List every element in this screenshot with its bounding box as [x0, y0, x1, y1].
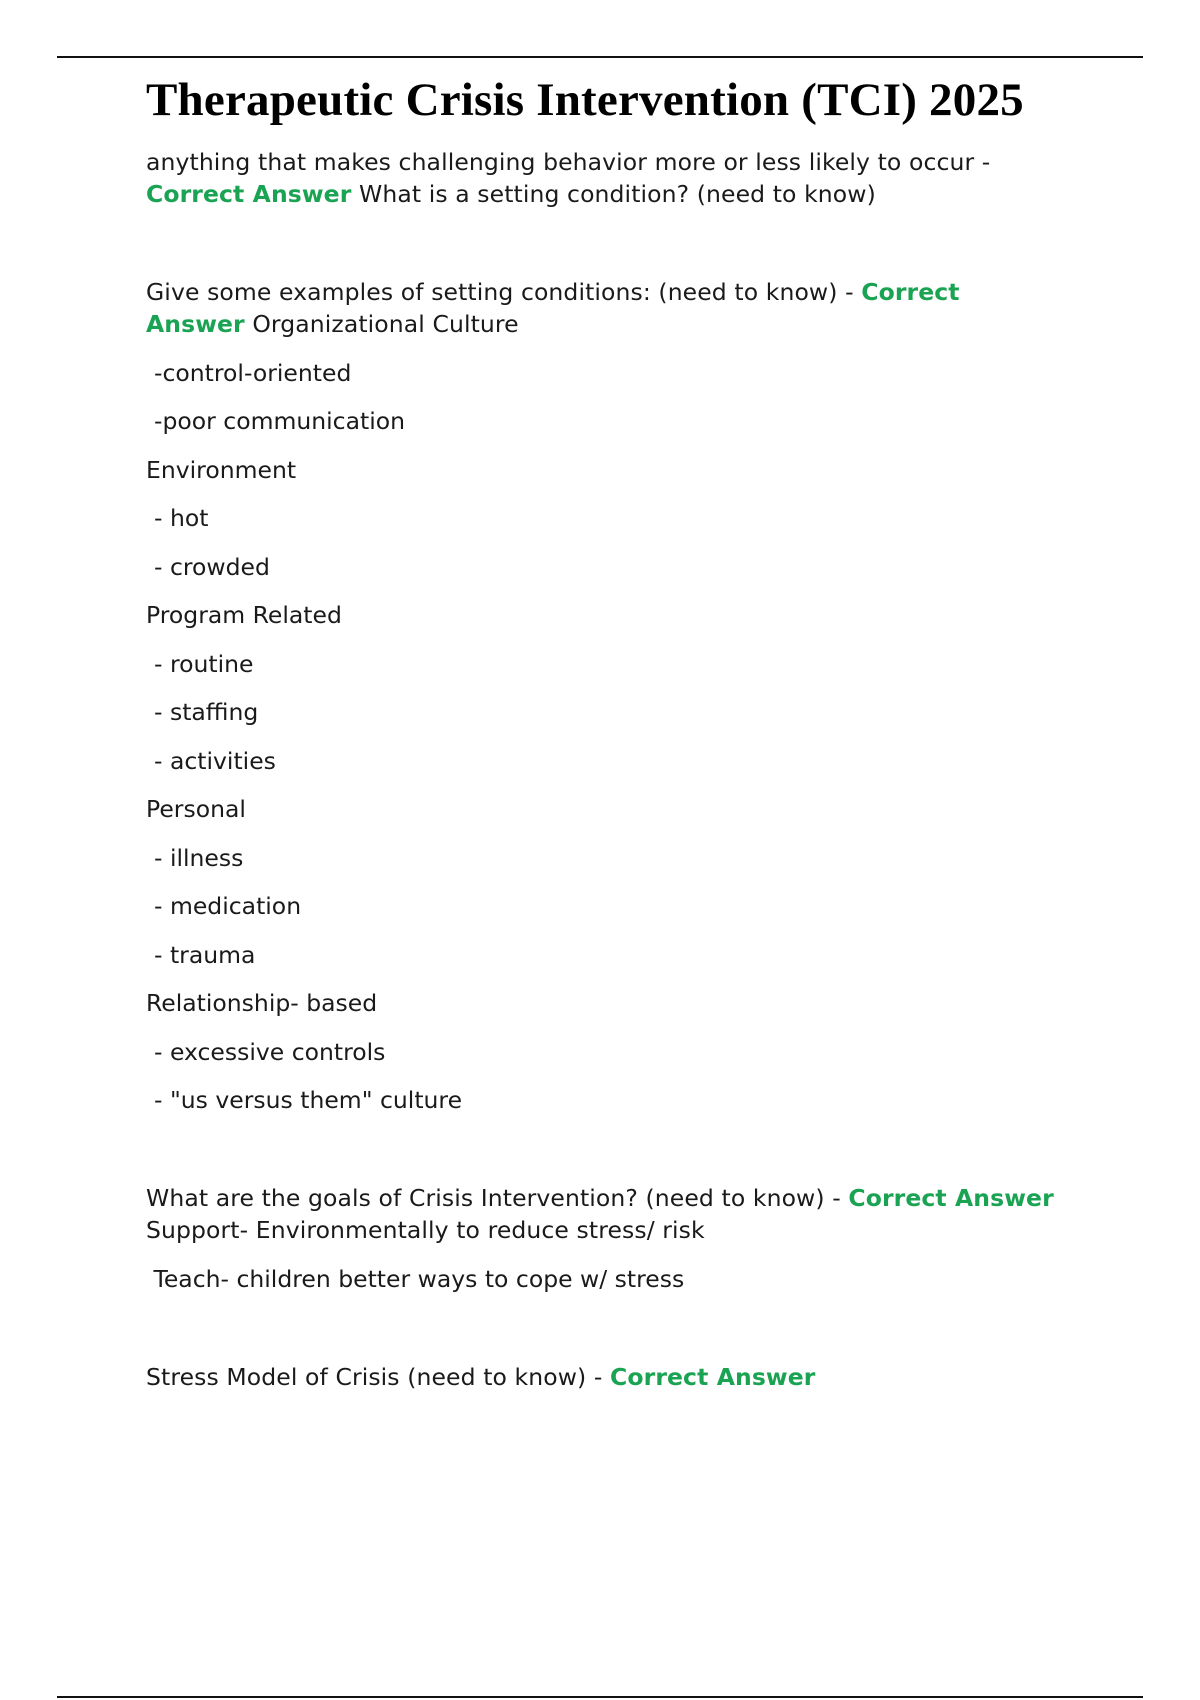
category-heading: Relationship- based: [146, 989, 378, 1017]
question-1: [146, 146, 1096, 210]
correct-answer-label-part1: Correct: [861, 278, 960, 306]
correct-answer-label: Correct Answer: [610, 1362, 816, 1391]
document-title: Therapeutic Crisis Intervention (TCI) 2025: [146, 74, 1024, 126]
list-item: - crowded: [154, 552, 270, 581]
list-item: - hot: [154, 504, 209, 532]
correct-answer-label: Correct Answer: [146, 180, 352, 208]
question-2-text: Give some examples of setting conditions: (need to know) -: [146, 278, 862, 306]
list-item: -poor communication: [154, 407, 406, 435]
document-body: [146, 70, 1096, 1393]
list-item: - activities: [154, 746, 276, 775]
bottom-rule: [57, 1696, 1143, 1698]
list-item: -control-oriented: [154, 358, 352, 387]
list-item: - "us versus them" culture: [154, 1086, 463, 1114]
answer-3-text: Support- Environmentally to reduce stress/ risk: [146, 1216, 705, 1244]
question-1-text: anything that makes challenging behavior more or less likely to occur -: [146, 148, 991, 176]
question-3-text: What are the goals of Crisis Intervention? (need to know) -: [146, 1184, 849, 1212]
list-item: - staffing: [154, 698, 259, 726]
answer-2-text: Organizational Culture: [252, 310, 519, 338]
list-item: - routine: [154, 649, 254, 678]
question-4: [146, 1361, 1096, 1393]
list-item: Teach- children better ways to cope w/ stress: [146, 1264, 685, 1293]
correct-answer-label-part2: Answer: [146, 310, 245, 338]
correct-answer-label: Correct Answer: [848, 1184, 1054, 1212]
category-heading: Environment: [146, 455, 297, 484]
list-item: - excessive controls: [154, 1037, 386, 1066]
list-item: - illness: [154, 843, 244, 872]
question-2: [146, 276, 1096, 340]
category-heading: Program Related: [146, 601, 342, 629]
question-3: [146, 1182, 1096, 1246]
top-rule: [57, 56, 1143, 58]
category-heading: Personal: [146, 795, 246, 823]
answer-1-text: What is a setting condition? (need to know): [358, 180, 876, 208]
list-item: - trauma: [154, 940, 256, 969]
question-4-text: Stress Model of Crisis (need to know) -: [146, 1362, 611, 1391]
list-item: - medication: [154, 892, 302, 920]
